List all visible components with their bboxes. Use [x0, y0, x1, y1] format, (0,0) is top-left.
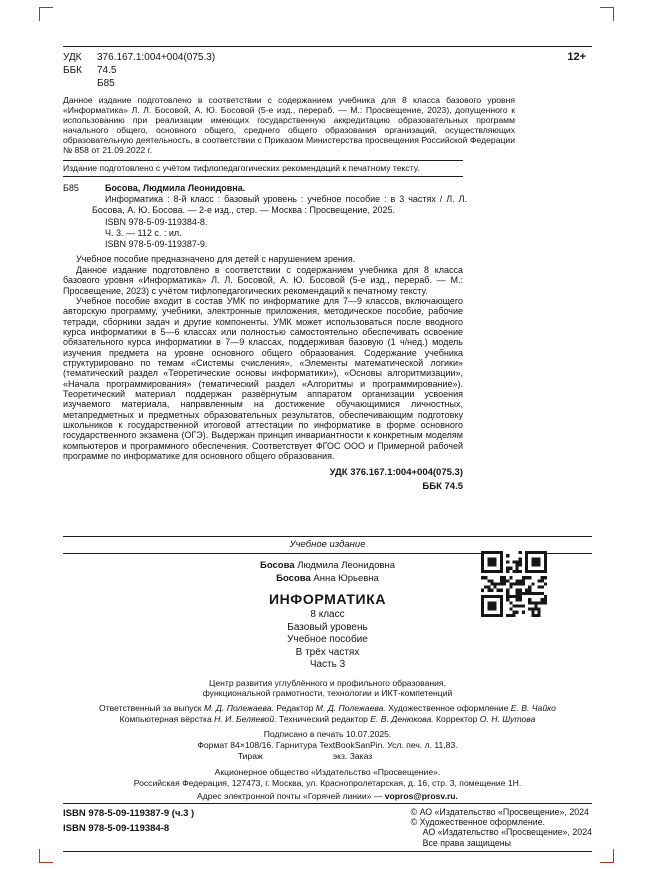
- author-name: Анна Юрьевна: [310, 573, 379, 585]
- crop-mark-icon: [600, 7, 614, 21]
- author-name: Людмила Леонидовна: [294, 560, 395, 572]
- publishing-center-block: [63, 678, 592, 699]
- hotline-line: [63, 792, 592, 801]
- note-rule-top: [63, 160, 463, 161]
- footer-block: [63, 803, 592, 852]
- book-title: ИНФОРМАТИКА: [268, 591, 387, 608]
- copyright-line-1: © АО «Издательство «Просвещение», 2024: [410, 807, 589, 817]
- center-line: Центр развития углублённого и профильного образования,: [209, 677, 446, 688]
- edition-line: Базовый уровень: [287, 621, 368, 633]
- hotline-email: vopros@prosv.ru.: [384, 790, 458, 801]
- qr-code: [481, 551, 547, 617]
- note-rule-bottom: [63, 176, 463, 177]
- print-tirazh-line: [63, 751, 592, 762]
- footer-isbn-1: ISBN 978-5-09-119387-9 (ч.3 ): [63, 808, 195, 819]
- edition-compliance-paragraph: Данное издание подготовлено в соответствии с содержанием учебника для 8 класса базового уровня «Информатика» Л. Л. Босовой, А. Ю. Босовой (5-е изд., перераб. — М.: Просвещение, 2023), допущенного к использованию при реализации имеющих государственную аккредитацию образовательных программ начального общего, основного общего, среднего общего образования организаций, осуществляющих образовательную деятельность, в соответствии с Приказом Министерства просвещения Российской Федерации № 858 от 21.09.2022 г.: [63, 95, 515, 155]
- upper-content: [63, 0, 592, 493]
- credit-role: Корректор: [433, 713, 480, 724]
- top-rule: [63, 46, 592, 47]
- author-surname: Босова: [276, 573, 311, 585]
- credit-role: Технический редактор: [276, 713, 371, 724]
- credits-block: [63, 703, 592, 725]
- credits-line-1: [63, 703, 592, 714]
- classification-header: [63, 51, 592, 90]
- print-format-line: Формат 84×108/16. Гарнитура TextBookSanPin. Усл. печ. л. 11,83.: [197, 740, 458, 751]
- annotation-paragraph-3: Учебное пособие входит в состав УМК по информатике для 7—9 классов, включающего авторскую программу, учебники, электронные приложения, методическое пособие, рабочие тетради, сборники задач и другие компоненты. УМК может использоваться после вводного курса информатики в 5—6 классах или полностью самостоятельно обеспечивать освоение обязательного курса информатики в 7—9 классах, поддерживая базовую (1 ч/нед.) модель изучения предмета на уровне основного общего образования. Содержание учебника структурировано по темам «Системы счисления», «Элементы математической логики» (тематический раздел «Теоретические основы информатики»), «Основы алгоритмизации», «Начала программирования» (тематический раздел «Алгоритмы и программирование»). Теоретический материал поддержан развёрнутым аппаратом организации усвоения изучаемого материала, направленным на достижение обучающимися личностных, метапредметных и предметных образовательных результатов, обеспечивающим подготовку школьников к государственной итоговой аттестации по информатике в форме основного государственного экзамена (ОГЭ). Выдержан принцип инвариантности к конкретным моделям компьютеров и программного обеспечения. Соответствует ФГОС ООО и Примерной рабочей программе по информатике для основного общего образования.: [63, 295, 463, 462]
- print-signed-line: Подписано в печать 10.07.2025.: [263, 729, 392, 740]
- author-surname: Босова: [260, 560, 295, 572]
- udk-bottom-line: УДК 376.167.1:004+004(075.3): [329, 467, 463, 479]
- edition-label: Учебное издание: [289, 539, 366, 550]
- edition-line: В трёх частях: [295, 646, 360, 658]
- publisher-block: [63, 767, 592, 789]
- credit-role: Художественное оформление: [385, 702, 511, 713]
- crop-mark-icon: [39, 849, 53, 863]
- footer-rule-top: [63, 803, 592, 804]
- credit-name: М. Д. Полежаева.: [315, 702, 386, 713]
- crop-mark-icon: [39, 7, 53, 21]
- annotation-paragraph-2: Данное издание подготовлено в соответствии с содержанием учебника для 8 класса базового уровня «Информатика» Л. Л. Босовой, А. Ю. Босовой (5-е изд., перераб. — М.: Просвещение, 2023) с учётом тифлопедагогических рекомендаций к печатному тексту.: [63, 264, 463, 296]
- credit-role: Ответственный за выпуск: [99, 702, 204, 713]
- bbk-value: 74.5: [97, 65, 117, 76]
- bbk-line: [63, 64, 215, 77]
- credit-name: Е. В. Денюкова.: [370, 713, 434, 724]
- center-line: функциональной грамотности, технологии и ИКТ-компетенций: [202, 688, 453, 699]
- udk-bbk-block: [63, 51, 215, 90]
- copyright-line-3: АО «Издательство «Просвещение», 2024: [422, 827, 592, 838]
- credit-name: Е. В. Чайко: [510, 702, 556, 713]
- annotation-block: [63, 254, 463, 461]
- tirazh-label: Тираж: [237, 751, 263, 762]
- author-sign-code: Б85: [97, 78, 115, 89]
- catalog-card: [63, 183, 467, 251]
- bbk-bottom-line: ББК 74.5: [422, 480, 463, 492]
- catalog-code: Б85: [63, 182, 79, 193]
- udk-line: [63, 51, 215, 64]
- isbn-series-line: ISBN 978-5-09-119384-8.: [105, 216, 208, 227]
- tiflo-note: Издание подготовлено с учётом тифлопедагогических рекомендаций к печатному тексту.: [63, 162, 420, 173]
- isbn-part-line: ISBN 978-5-09-119387-9.: [105, 239, 208, 250]
- crop-mark-icon: [600, 849, 614, 863]
- catalog-body: [92, 183, 467, 251]
- edition-subtitle-block: [63, 609, 592, 672]
- ekz-zakaz-label: экз. Заказ: [332, 751, 373, 762]
- print-info-block: [63, 729, 592, 762]
- annotation-paragraph-1: Учебное пособие предназначено для детей с нарушением зрения.: [76, 254, 356, 265]
- credit-name: О. Н. Шутова: [479, 713, 536, 724]
- credit-role: Редактор: [274, 702, 316, 713]
- udk-bbk-bottom: [63, 466, 463, 493]
- hotline-prefix: Адрес электронной почты «Горячей линии» —: [197, 790, 385, 801]
- footer-isbn-block: [63, 807, 194, 848]
- publisher-name: Акционерное общество «Издательство «Просвещение».: [214, 767, 441, 778]
- age-badge: 12+: [567, 51, 586, 63]
- credit-role: Компьютерная вёрстка: [119, 713, 215, 724]
- footer-rule-bottom: [63, 851, 592, 852]
- copyright-line-4: Все права защищены: [422, 837, 511, 848]
- catalog-description: Информатика : 8-й класс : базовый уровень : учебное пособие : в 3 частях / Л. Л. Босова, А. Ю. Босова. — 2-е изд., стер. — Москва : Просвещение, 2025.: [92, 194, 467, 216]
- udk-value: 376.167.1:004+004(075.3): [97, 52, 216, 63]
- copyright-block: [411, 807, 592, 848]
- copyright-line-2: © Художественное оформление.: [410, 817, 545, 828]
- udk-label: УДК: [63, 52, 82, 63]
- credit-name: Н. И. Беляевой.: [214, 713, 277, 724]
- bbk-label: ББК: [63, 65, 82, 76]
- catalog-author: Босова, Людмила Леонидовна.: [105, 182, 246, 193]
- credit-name: М. Д. Полежаева.: [203, 702, 274, 713]
- edition-rule-top: [63, 536, 592, 537]
- publisher-address: Российская Федерация, 127473, г. Москва, ул. Краснопролетарская, д. 16, стр. 3, помещение 1Н.: [133, 778, 522, 789]
- credits-line-2: [63, 714, 592, 725]
- edition-line: Учебное пособие: [287, 634, 368, 646]
- footer-isbn-2: ISBN 978-5-09-119384-8: [63, 822, 170, 834]
- edition-line: 8 класс: [310, 609, 345, 621]
- edition-line: Часть 3: [309, 659, 346, 671]
- part-info-line: Ч. 3. — 112 с. : ил.: [105, 227, 182, 238]
